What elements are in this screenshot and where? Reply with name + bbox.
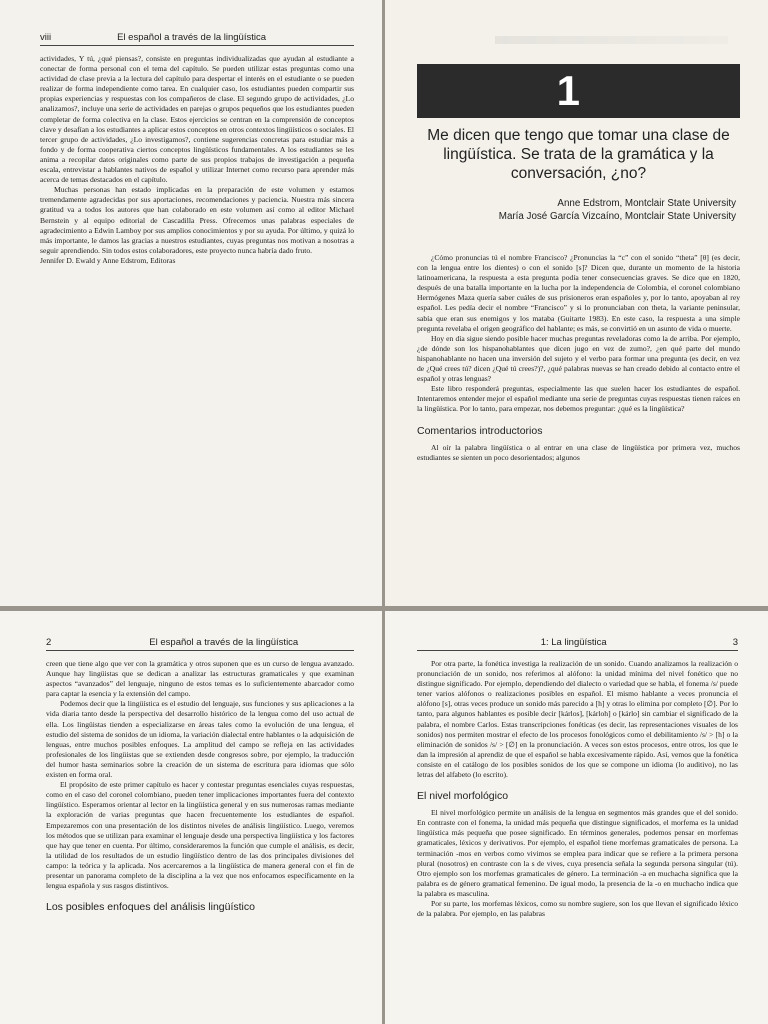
paragraph: Podemos decir que la lingüística es el estudio del lenguaje, sus funciones y sus aplicaciones a la vida diaria tanto desde la perspectiva del desarrollo histórico de la lengua como del uso actual de ella. Los lingüistas tienden a especializarse en áreas tales como la evolución de una lengua, el estudio del sistema de sonidos de un idioma, la variación dialectal entre hablantes o la adquisición de lenguas, entre muchos posibles enfoques. La amplitud del campo se refleja en las actividades profesionales de los lingüistas que se extienden desde congresos sobre, por ejemplo, la traducción del humor hasta seminarios sobre la creación de un sistema de escritura para idiomas que sólo existen en forma oral. bbox=[46, 699, 354, 780]
page-number: viii bbox=[40, 32, 52, 43]
paragraph: Por otra parte, la fonética investiga la realización de un sonido. Cuando analizamos la realización o pronunciación de un sonido, nos referimos al alófono: la unidad mínima del nivel fonético que no distingue significado. Por ejemplo, dependiendo del dialecto o variedad que se habla, el fonema /s/ puede tener varios alófonos o realizaciones posibles en español. El mismo hablante a veces pronuncia el alófono [s], otras veces produce un sonido más parecido a [h] y otras lo elimina por completo [∅]. Por lo tanto, para algunos hablantes es posible decir [kárlos], [kárloh] o [kárlo] sin cambiar el significado de la palabra, el nombre Carlos. Estas transcripciones fonéticas (es decir, las representaciones visuales de los sonidos) nos permiten mostrar el efecto de los procesos fonológicos como el debilitamiento /s/ > [h] o la eliminación de sonidos /s/ > [∅] en la pronunciación. A veces son estos procesos, entre otros, los que le dan la impresión al aprendiz de que el español se habla excesivamente rápido. Así, vemos que la fonética consiste en el catálogo de los posibles sonidos de los que se compone un idioma (lo auditivo), no las letras del alfabeto (lo escrito). bbox=[417, 659, 738, 780]
paragraph: El propósito de este primer capítulo es hacer y contestar preguntas esenciales cuyas respuestas, como en el caso del coronel colombiano, pueden tener implicaciones importantes fuera del contexto lingüístico. Esperamos orientar al lector en la lingüística general y en sus numerosas ramas mediante la exploración de varias preguntas que hacen frecuentemente los estudiantes de español. Empezaremos con una presentación de los distintos niveles de análisis lingüístico. Luego, veremos los métodos que se utilizan para examinar el lenguaje desde una perspectiva lingüística y los factores que hay que tener en cuenta. Por último, consideraremos la función que cumple el análisis, es decir, la utilidad de los resultados de un estudio lingüístico dentro de las dos principales divisiones del campo: la teórica y la aplicada. Nos acercaremos a la lingüística de manera general con el fin de presentar un panorama completo de la disciplina a la vez que nos enfocamos específicamente en la lengua española y sus rasgos distintivos. bbox=[46, 780, 354, 891]
running-title: 1: La lingüística bbox=[540, 637, 607, 648]
paragraph: Muchas personas han estado implicadas en la preparación de este volumen y estamos tremendamente agradecidas por sus aportaciones, recomendaciones y paciencia. Nuestra más sincera gratitud va a todos los autores que han colaborado en este volumen así como al editor Michael Bernstein y al equipo editorial de Cascadilla Press. Ofrecemos unas palabras especiales de agradecimiento a Edwin Lamboy por sus amplios conocimientos y por su ayuda. Por último, y quizá lo más importante, le damos las gracias a nuestros estudiantes, cuyas preguntas nos motivan a nosotras a seguir aprendiendo. Sin todos estos colaboradores, este proyecto nunca habría dado fruto. bbox=[40, 185, 354, 255]
paragraph: Por su parte, los morfemas léxicos, como su nombre sugiere, son los que llevan el significado léxico de la palabra. Por ejemplo, en las palabras bbox=[417, 898, 738, 919]
paragraph: creen que tiene algo que ver con la gramática y otros suponen que es un curso de lengua avanzado. Aunque hay lingüistas que se dedican a analizar las estructuras gramaticales y que examinan aspectos “avanzados” del lenguaje, ninguno de estos temas es lo suficientemente abarcador como para captar la esencia y la extensión del campo. bbox=[46, 659, 354, 699]
running-title: El español a través de la lingüística bbox=[149, 637, 299, 648]
running-header bbox=[417, 637, 738, 648]
paragraph: actividades, Y tú, ¿qué piensas?, consiste en preguntas individualizadas que ayudan al estudiante a conectar de forma personal con el tema del capítulo. Se pueden utilizar estas preguntas como una actividad de clase previa a la lectura del capítulo para despertar el interés en el estudiante o se pueden realizar de forma independiente como tarea. En cualquier caso, los estudiantes pueden compartir sus propias experiencias y respuestas con los compañeros de clase. El segundo grupo de actividades, ¿Lo analizamos?, incluye una serie de actividades en parejas o grupos pequeños que los estudiantes pueden completar de forma colectiva en la clase. Estos ejercicios se centran en la comprensión de conceptos clave y desafían a los estudiantes a aplicar estos conceptos en otros contextos lingüísticos o sociales. El tercer grupo de actividades, ¿Lo investigamos?, contiene sugerencias concretas para estudiar más a fondo y de forma cooperativa ciertos conceptos lingüísticos fundamentales. A los estudiantes se les anima a recopilar datos originales como parte de sus propios trabajos de investigación a pequeña escala, entrevistar a hablantes nativos de español y utilizar Internet como recurso para aprender más acerca de temas destacados en el capítulo. bbox=[40, 54, 354, 185]
page-viii bbox=[0, 0, 382, 606]
paragraph: El nivel morfológico permite un análisis de la lengua en segmentos más grandes que el del sonido. En contraste con el fonema, la unidad más pequeña que distingue significados, el morfema es la unidad lingüística más pequeña que posee significado. En términos generales, podemos pensar en morfemas gramaticales, léxicos y derivativos. Por ejemplo, el español tiene morfemas gramaticales de persona. La terminación -mos en verbos como vivimos se emplea para indicar que se refiere a la primera persona plural (nosotros) en contraste con la s de vives, cuya presencia señala la segunda persona singular (tú). Otro ejemplo son los morfemas gramaticales de género. La terminación -a en muchacha significa que la palabra es de género gramatical femenino. De igual modo, la presencia de la -o en muchacho indica que la palabra es masculina. bbox=[417, 808, 738, 898]
bleed-through-header bbox=[495, 36, 728, 44]
chapter-authors bbox=[417, 197, 736, 223]
header-rule bbox=[40, 45, 354, 46]
page-1 bbox=[385, 0, 768, 606]
paragraph: Al oír la palabra lingüística o al entrar en una clase de lingüística por primera vez, muchos estudiantes se sienten un poco desorientados; algunos bbox=[417, 442, 740, 462]
section-heading: El nivel morfológico bbox=[417, 790, 509, 803]
page-number: 3 bbox=[732, 637, 738, 648]
page-2 bbox=[0, 611, 382, 1024]
header-rule bbox=[417, 650, 738, 651]
page-number: 2 bbox=[46, 637, 52, 648]
page-3 bbox=[385, 611, 768, 1024]
paragraph: ¿Cómo pronuncias tú el nombre Francisco? ¿Pronuncias la “c” con el sonido “theta” [θ] (es decir, con la lengua entre los dientes) o con el sonido [s]? Dicen que, durante un momento de la historia latinoamericana, la respuesta a esta pregunta podía tener consecuencias graves. Se dice que en 1820, después de una batalla importante en la lucha por la independencia de Colombia, el coronel colombiano Hermógenes Maza quería saber cuáles de sus prisioneros eran españoles y, por lo tanto, apoyaban al rey español. Les pedía decir el nombre “Francisco” y si lo pronunciaban con theta, la variante peninsular, sabía que eran sus enemigos y los mataba (Guitarte 1983). En este caso, la respuesta a una simple pregunta revelaba el origen geográfico del hablante; es más, se convirtió en un asunto de vida o muerte. bbox=[417, 253, 740, 333]
running-header bbox=[46, 637, 354, 648]
header-rule bbox=[46, 650, 354, 651]
section-heading: Los posibles enfoques del análisis lingüístico bbox=[46, 901, 255, 914]
section-heading: Comentarios introductorios bbox=[417, 424, 543, 437]
editors-signature: Jennifer D. Ewald y Anne Edstrom, Editoras bbox=[40, 255, 176, 265]
chapter-number-box bbox=[417, 64, 740, 118]
author-line: Anne Edstrom, Montclair State University bbox=[557, 198, 736, 209]
running-title: El español a través de la lingüística bbox=[117, 32, 267, 43]
author-line: María José García Vizcaíno, Montclair State University bbox=[498, 211, 736, 222]
chapter-title: Me dicen que tengo que tomar una clase de lingüística. Se trata de la gramática y la conversación, ¿no? bbox=[427, 127, 730, 182]
paragraph: Hoy en día sigue siendo posible hacer muchas preguntas reveladoras como la de arriba. Por ejemplo, ¿de dónde son los hispanohablantes que dicen jugo en vez de zumo?, ¿en qué parte del mundo hispanohablante no hacen una inversión del sujeto y el verbo para formar una pregunta (es decir, en vez de ¿Qué crees tú? dicen ¿Qué tú crees?)?, ¿qué palabras nuevas se han creado debido al contacto entre el español y otras lenguas? bbox=[417, 333, 740, 384]
running-header bbox=[40, 32, 354, 43]
paragraph: Este libro responderá preguntas, especialmente las que suelen hacer los estudiantes de español. Intentaremos entender mejor el español mediante una serie de preguntas cuyas respuestas tienen raíces en la lingüística. Por lo tanto, para empezar, nos debemos preguntar: ¿qué es la lingüística? bbox=[417, 384, 740, 414]
chapter-number: 1 bbox=[556, 67, 580, 114]
